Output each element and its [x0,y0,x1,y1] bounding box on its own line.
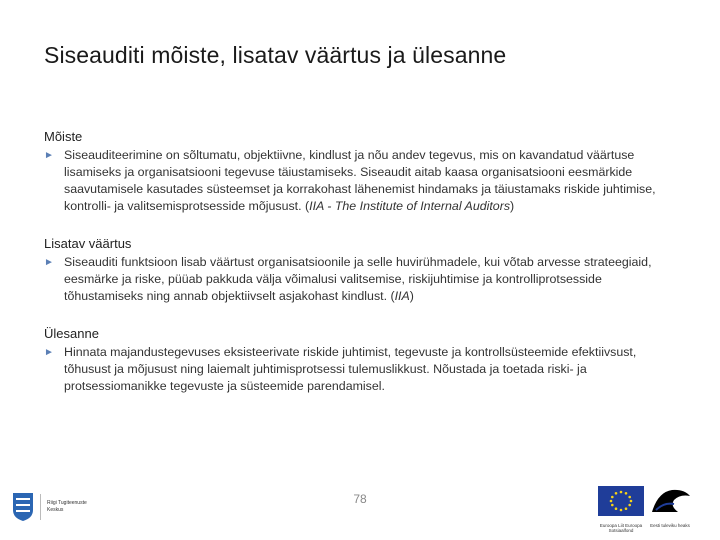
bullet-item [44,344,684,395]
bullet-item [44,254,684,305]
section-moiste [44,128,684,215]
coat-of-arms-icon [12,492,34,522]
bullet-text: Hinnata majandustegevuses eksisteerivate riskide juhtimist, tegevuste ja kontrollsüsteemide efektiivsust, tõhusust ja mõjusust ning laiemalt juhtimisprotsessi tulemuslikkust. Nõustada ja toetada riski- ja protsessiomanikke tegevuste ja süsteemide parendamisel. [64,345,637,393]
slide-content [44,128,684,415]
bullet-arrow-icon: ► [44,150,54,161]
eu-flag-icon [598,486,644,516]
bullet-arrow-icon: ► [44,257,54,268]
section-heading: Lisatav väärtus [44,236,132,251]
eesti-logo [648,486,692,528]
eu-caption: Euroopa Liit Euroopa Sotsiaalfond [599,523,643,533]
section-heading: Mõiste [44,129,83,144]
bullet-arrow-icon: ► [44,347,54,358]
bullet-item [44,147,684,215]
source-citation: IIA [394,289,410,303]
bullet-text: Siseauditeerimine on sõltumatu, objektiivne, kindlust ja nõu andev tegevus, mis on kavandatud väärtuse lisamiseks ja organisatsiooni tegevuse täiustamiseks. Siseaudit aitab kaasa organisatsiooni eesmärkide saavutamisele kasutades süsteemset ja korrakohast lähenemist hindamaks ja täiustamaks riskide juhtimise, kontrolli- ja valitsemisprotsesside mõjusust. (IIA - The Institute of Internal Auditors) [64,148,656,213]
section-ulesanne [44,325,684,395]
rtk-logo [12,492,87,522]
swallow-icon [648,486,692,516]
slide-title: Siseauditi mõiste, lisatav väärtus ja ülesanne [44,42,507,68]
section-lisatav-vaartus [44,235,684,305]
eu-logo [598,486,644,533]
bullet-text: Siseauditi funktsioon lisab väärtust organisatsioonile ja selle huvirühmadele, kui võtab arvesse strateegiaid, eesmärke ja riske, püüab pakkuda välja võimalusi valitsemise, riskijuhtimise ja kontrolliprotsesside tõhustamiseks ning annab objektiivselt asjakohast kindlust. (IIA) [64,255,652,303]
logo-text: Riigi Tugiteenuste Keskus [40,494,87,520]
source-citation: IIA - The Institute of Internal Auditors [309,199,511,213]
section-heading: Ülesanne [44,326,99,341]
ee-caption: Eesti tuleviku heaks [650,523,690,528]
page-number: 78 [353,492,367,506]
